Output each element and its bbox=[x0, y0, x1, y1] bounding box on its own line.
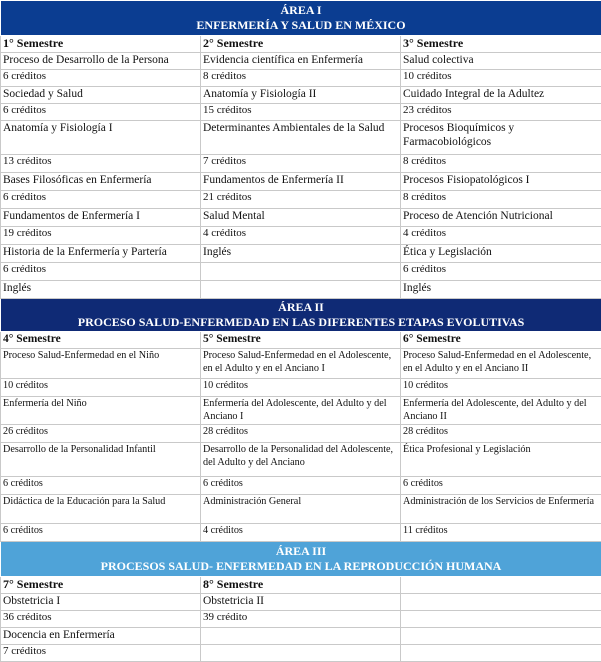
course-credits: 6 créditos bbox=[1, 70, 201, 87]
course-name: Procesos Bioquímicos y Farmacobiológicos bbox=[401, 121, 601, 155]
course-name: Determinantes Ambientales de la Salud bbox=[201, 121, 401, 155]
course-credits: 28 créditos bbox=[201, 425, 401, 443]
area-title: ÁREA III bbox=[1, 544, 601, 559]
course-credits: 13 créditos bbox=[1, 155, 201, 173]
course-row bbox=[1, 349, 601, 379]
course-credits: 6 créditos bbox=[201, 477, 401, 495]
course-credits: 7 créditos bbox=[1, 645, 201, 662]
area-subtitle: PROCESOS SALUD- ENFERMEDAD EN LA REPRODUCCIÓN HUMANA bbox=[1, 559, 601, 574]
course-row bbox=[1, 594, 601, 611]
semester-header-row bbox=[1, 577, 601, 594]
course-credits: 6 créditos bbox=[1, 477, 201, 495]
semester-header: 3° Semestre bbox=[401, 36, 601, 53]
course-name: Cuidado Integral de la Adultez bbox=[401, 87, 601, 104]
course-name: Obstetricia II bbox=[201, 594, 401, 611]
course-credits bbox=[201, 645, 401, 662]
course-name: Inglés bbox=[201, 245, 401, 263]
course-name: Ética Profesional y Legislación bbox=[401, 443, 601, 477]
course-credits: 8 créditos bbox=[201, 70, 401, 87]
course-credits: 6 créditos bbox=[1, 524, 201, 542]
course-row bbox=[1, 245, 601, 263]
area-subtitle: ENFERMERÍA Y SALUD EN MÉXICO bbox=[1, 18, 601, 33]
semester-header: 2° Semestre bbox=[201, 36, 401, 53]
area-header-row bbox=[1, 1, 601, 36]
semester-header: 8° Semestre bbox=[201, 577, 401, 594]
course-credits: 10 créditos bbox=[401, 70, 601, 87]
course-name bbox=[401, 628, 601, 645]
credits-row bbox=[1, 104, 601, 121]
course-credits: 19 créditos bbox=[1, 227, 201, 245]
semester-header: 5° Semestre bbox=[201, 332, 401, 349]
course-row bbox=[1, 209, 601, 227]
course-row bbox=[1, 121, 601, 155]
course-credits: 21 créditos bbox=[201, 191, 401, 209]
course-name: Enfermería del Adolescente, del Adulto y del Anciano II bbox=[401, 397, 601, 425]
course-name: Salud colectiva bbox=[401, 53, 601, 70]
course-credits: 4 créditos bbox=[401, 227, 601, 245]
course-name: Desarrollo de la Personalidad Infantil bbox=[1, 443, 201, 477]
course-credits: 39 crédito bbox=[201, 611, 401, 628]
credits-row bbox=[1, 227, 601, 245]
course-name: Inglés bbox=[1, 281, 201, 299]
course-row bbox=[1, 173, 601, 191]
course-row bbox=[1, 495, 601, 524]
course-credits: 4 créditos bbox=[201, 524, 401, 542]
course-credits: 28 créditos bbox=[401, 425, 601, 443]
credits-row bbox=[1, 611, 601, 628]
course-name: Administración de los Servicios de Enfermería bbox=[401, 495, 601, 524]
credits-row bbox=[1, 645, 601, 662]
course-name: Enfermería del Niño bbox=[1, 397, 201, 425]
course-row bbox=[1, 281, 601, 299]
course-name: Inglés bbox=[401, 281, 601, 299]
course-name: Proceso Salud-Enfermedad en el Adolescente, en el Adulto y en el Anciano I bbox=[201, 349, 401, 379]
course-credits: 6 créditos bbox=[1, 263, 201, 281]
area-header bbox=[1, 1, 601, 36]
course-name: Obstetricia I bbox=[1, 594, 201, 611]
course-credits: 36 créditos bbox=[1, 611, 201, 628]
semester-header: 4° Semestre bbox=[1, 332, 201, 349]
course-credits: 6 créditos bbox=[1, 104, 201, 121]
course-name: Fundamentos de Enfermería II bbox=[201, 173, 401, 191]
area-header bbox=[1, 542, 601, 577]
course-name: Desarrollo de la Personalidad del Adolescente, del Adulto y del Anciano bbox=[201, 443, 401, 477]
course-name: Administración General bbox=[201, 495, 401, 524]
course-name: Salud Mental bbox=[201, 209, 401, 227]
course-name: Enfermería del Adolescente, del Adulto y del Anciano I bbox=[201, 397, 401, 425]
course-name: Bases Filosóficas en Enfermería bbox=[1, 173, 201, 191]
credits-row bbox=[1, 379, 601, 397]
course-credits: 7 créditos bbox=[201, 155, 401, 173]
area-header-row bbox=[1, 299, 601, 332]
course-name: Proceso Salud-Enfermedad en el Niño bbox=[1, 349, 201, 379]
credits-row bbox=[1, 477, 601, 495]
course-credits: 4 créditos bbox=[201, 227, 401, 245]
course-name: Fundamentos de Enfermería I bbox=[1, 209, 201, 227]
semester-header-row bbox=[1, 36, 601, 53]
course-row bbox=[1, 443, 601, 477]
semester-header bbox=[401, 577, 601, 594]
course-credits: 10 créditos bbox=[201, 379, 401, 397]
area-header bbox=[1, 299, 601, 332]
semester-header: 6° Semestre bbox=[401, 332, 601, 349]
credits-row bbox=[1, 70, 601, 87]
course-name: Evidencia científica en Enfermería bbox=[201, 53, 401, 70]
area-header-row bbox=[1, 542, 601, 577]
credits-row bbox=[1, 524, 601, 542]
course-credits: 6 créditos bbox=[401, 477, 601, 495]
course-name bbox=[401, 594, 601, 611]
course-credits: 10 créditos bbox=[1, 379, 201, 397]
course-credits: 15 créditos bbox=[201, 104, 401, 121]
course-name: Proceso Salud-Enfermedad en el Adolescente, en el Adulto y en el Anciano II bbox=[401, 349, 601, 379]
course-credits bbox=[401, 611, 601, 628]
credits-row bbox=[1, 191, 601, 209]
course-credits bbox=[401, 645, 601, 662]
course-name: Ética y Legislación bbox=[401, 245, 601, 263]
course-name: Anatomía y Fisiología II bbox=[201, 87, 401, 104]
course-name: Procesos Fisiopatológicos I bbox=[401, 173, 601, 191]
course-credits: 6 créditos bbox=[401, 263, 601, 281]
course-row bbox=[1, 397, 601, 425]
credits-row bbox=[1, 263, 601, 281]
course-credits: 8 créditos bbox=[401, 191, 601, 209]
course-name: Proceso de Desarrollo de la Persona bbox=[1, 53, 201, 70]
semester-header: 7° Semestre bbox=[1, 577, 201, 594]
course-name bbox=[201, 281, 401, 299]
area-subtitle: PROCESO SALUD-ENFERMEDAD EN LAS DIFERENTES ETAPAS EVOLUTIVAS bbox=[1, 315, 601, 330]
course-credits: 10 créditos bbox=[401, 379, 601, 397]
course-name: Proceso de Atención Nutricional bbox=[401, 209, 601, 227]
credits-row bbox=[1, 155, 601, 173]
area-title: ÁREA II bbox=[1, 300, 601, 315]
course-credits bbox=[201, 263, 401, 281]
semester-header-row bbox=[1, 332, 601, 349]
course-name: Didáctica de la Educación para la Salud bbox=[1, 495, 201, 524]
course-name bbox=[201, 628, 401, 645]
course-credits: 23 créditos bbox=[401, 104, 601, 121]
course-row bbox=[1, 53, 601, 70]
study-plan-body bbox=[1, 1, 601, 662]
area-title: ÁREA I bbox=[1, 3, 601, 18]
course-credits: 26 créditos bbox=[1, 425, 201, 443]
course-name: Docencia en Enfermería bbox=[1, 628, 201, 645]
course-credits: 11 créditos bbox=[401, 524, 601, 542]
credits-row bbox=[1, 425, 601, 443]
course-name: Sociedad y Salud bbox=[1, 87, 201, 104]
course-name: Historia de la Enfermería y Partería bbox=[1, 245, 201, 263]
course-credits: 6 créditos bbox=[1, 191, 201, 209]
course-credits: 8 créditos bbox=[401, 155, 601, 173]
semester-header: 1° Semestre bbox=[1, 36, 201, 53]
course-row bbox=[1, 628, 601, 645]
course-row bbox=[1, 87, 601, 104]
course-name: Anatomía y Fisiología I bbox=[1, 121, 201, 155]
